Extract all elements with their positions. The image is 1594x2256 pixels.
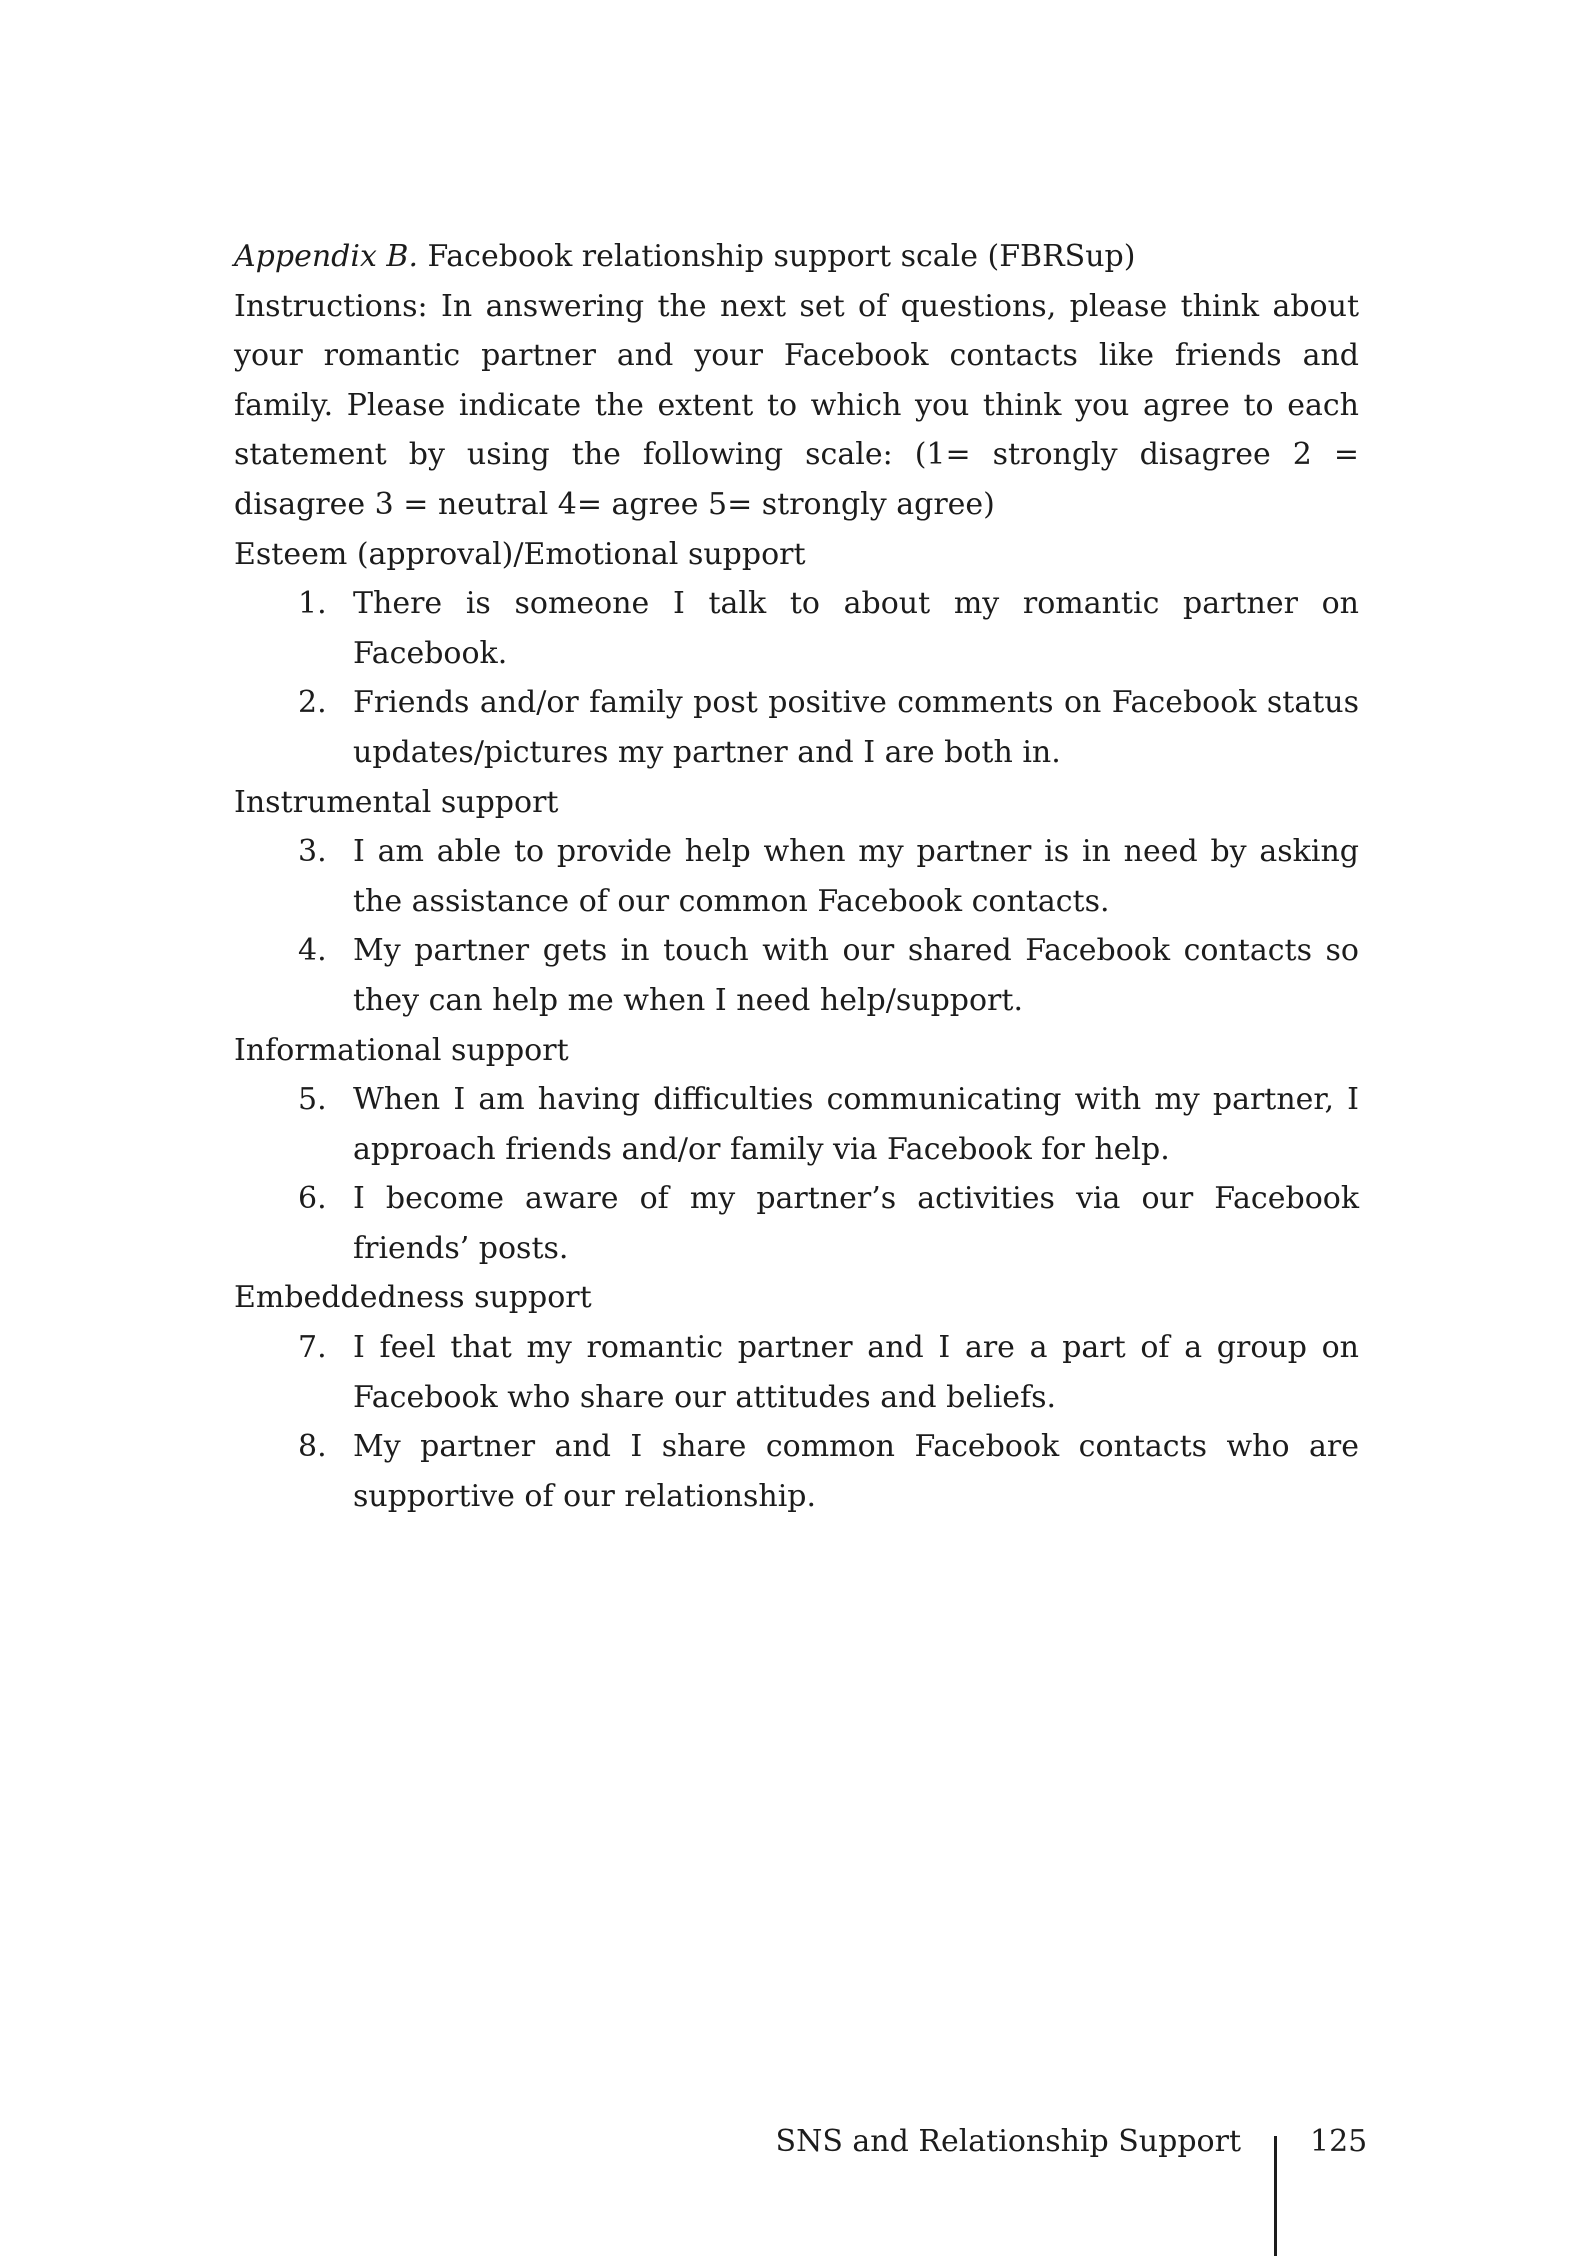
item-list: [234, 579, 1359, 777]
item-number: 4.: [298, 933, 327, 969]
item-number: 2.: [298, 685, 327, 721]
list-item: [234, 579, 1359, 678]
item-text: I am able to provide help when my partner is in need by asking the assistance of our common Facebook contacts.: [353, 834, 1359, 919]
section-heading: Instrumental support: [234, 784, 559, 820]
item-number: 5.: [298, 1082, 327, 1118]
item-text: I become aware of my partner’s activities via our Facebook friends’ posts.: [353, 1181, 1359, 1266]
list-item: [234, 827, 1359, 926]
item-text: I feel that my romantic partner and I are a part of a group on Facebook who share our attitudes and beliefs.: [353, 1330, 1359, 1415]
section-heading: Embeddedness support: [234, 1280, 592, 1316]
running-title: SNS and Relationship Support: [775, 2124, 1241, 2159]
item-text: There is someone I talk to about my romantic partner on Facebook.: [353, 586, 1359, 671]
section-esteem: [234, 530, 1359, 778]
section-heading: Esteem (approval)/Emotional support: [234, 536, 806, 572]
appendix-title: [234, 232, 1359, 282]
item-text: My partner gets in touch with our shared Facebook contacts so they can help me when I need help/support.: [353, 933, 1359, 1018]
item-list: [234, 827, 1359, 1025]
footer-divider: [1274, 2136, 1277, 2256]
list-item: [234, 1323, 1359, 1422]
page-content: [234, 232, 1359, 1521]
item-text: My partner and I share common Facebook contacts who are supportive of our relationship.: [353, 1429, 1359, 1514]
list-item: [234, 1422, 1359, 1521]
appendix-label: Appendix B.: [234, 239, 418, 274]
item-list: [234, 1075, 1359, 1273]
list-item: [234, 1174, 1359, 1273]
item-text: When I am having difficulties communicating with my partner, I approach friends and/or family via Facebook for help.: [353, 1082, 1359, 1167]
appendix-title-text: Facebook relationship support scale (FBRSup): [417, 239, 1136, 274]
list-item: [234, 926, 1359, 1025]
item-number: 6.: [298, 1181, 327, 1217]
section-instrumental: [234, 778, 1359, 1026]
list-item: [234, 1075, 1359, 1174]
item-text: Friends and/or family post positive comments on Facebook status updates/pictures my partner and I are both in.: [353, 685, 1359, 770]
section-informational: [234, 1026, 1359, 1274]
page-number: 125: [1310, 2124, 1368, 2159]
item-number: 7.: [298, 1330, 327, 1366]
list-item: [234, 678, 1359, 777]
page-footer: [0, 2120, 1594, 2250]
section-embeddedness: [234, 1273, 1359, 1521]
item-number: 1.: [298, 586, 327, 622]
item-number: 3.: [298, 834, 327, 870]
item-list: [234, 1323, 1359, 1521]
instructions: Instructions: In answering the next set of questions, please think about your romantic partner and your Facebook contacts like friends and family. Please indicate the extent to which you think you agree to each statement by using the following scale: (1= strongly disagree 2 = disagree 3 = neutral 4= agree 5= strongly agree): [234, 288, 1359, 522]
item-number: 8.: [298, 1429, 327, 1465]
section-heading: Informational support: [234, 1032, 569, 1068]
